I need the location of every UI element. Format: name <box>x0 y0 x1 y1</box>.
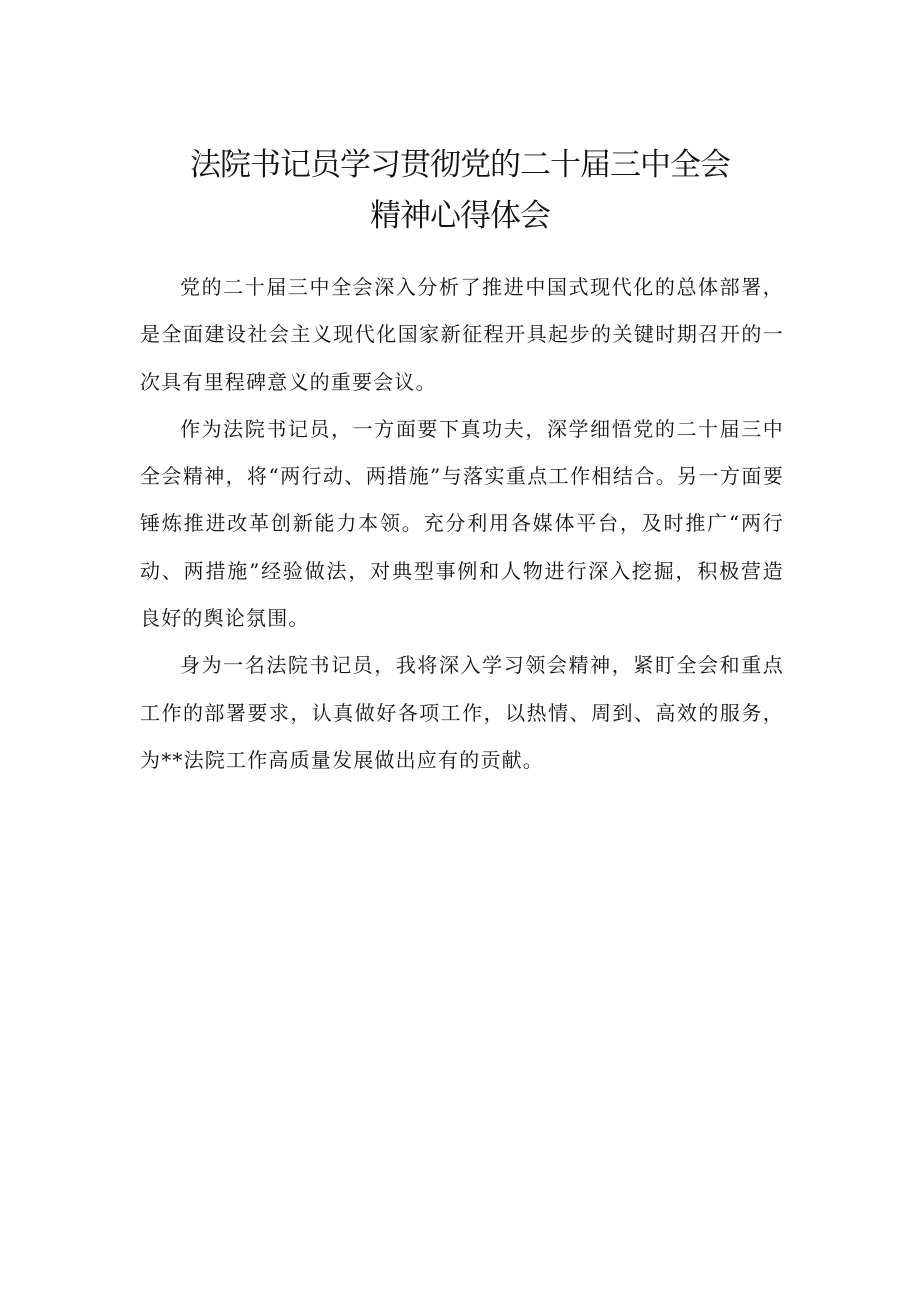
document-title-line-2: 精神心得体会 <box>370 198 550 234</box>
body-paragraph-3: 身为一名法院书记员，我将深入学习领会精神，紧盯全会和重点工作的部署要求，认真做好各项工作，以热情、周到、高效的服务，为**法院工作高质量发展做出应有的贡献。 <box>140 653 784 772</box>
document-body <box>140 264 784 784</box>
body-paragraph-2: 作为法院书记员，一方面要下真功夫，深学细悟党的二十届三中全会精神，将“两行动、两措施”与落实重点工作相结合。另一方面要锤炼推进改革创新能力本领。充分利用各媒体平台，及时推广“两行动、两措施”经验做法，对典型事例和人物进行深入挖掘，积极营造良好的舆论氛围。 <box>140 416 784 631</box>
document-title-line-1: 法院书记员学习贯彻党的二十届三中全会 <box>190 147 730 183</box>
body-paragraph-1: 党的二十届三中全会深入分析了推进中国式现代化的总体部署，是全面建设社会主义现代化国家新征程开具起步的关键时期召开的一次具有里程碑意义的重要会议。 <box>140 275 784 394</box>
